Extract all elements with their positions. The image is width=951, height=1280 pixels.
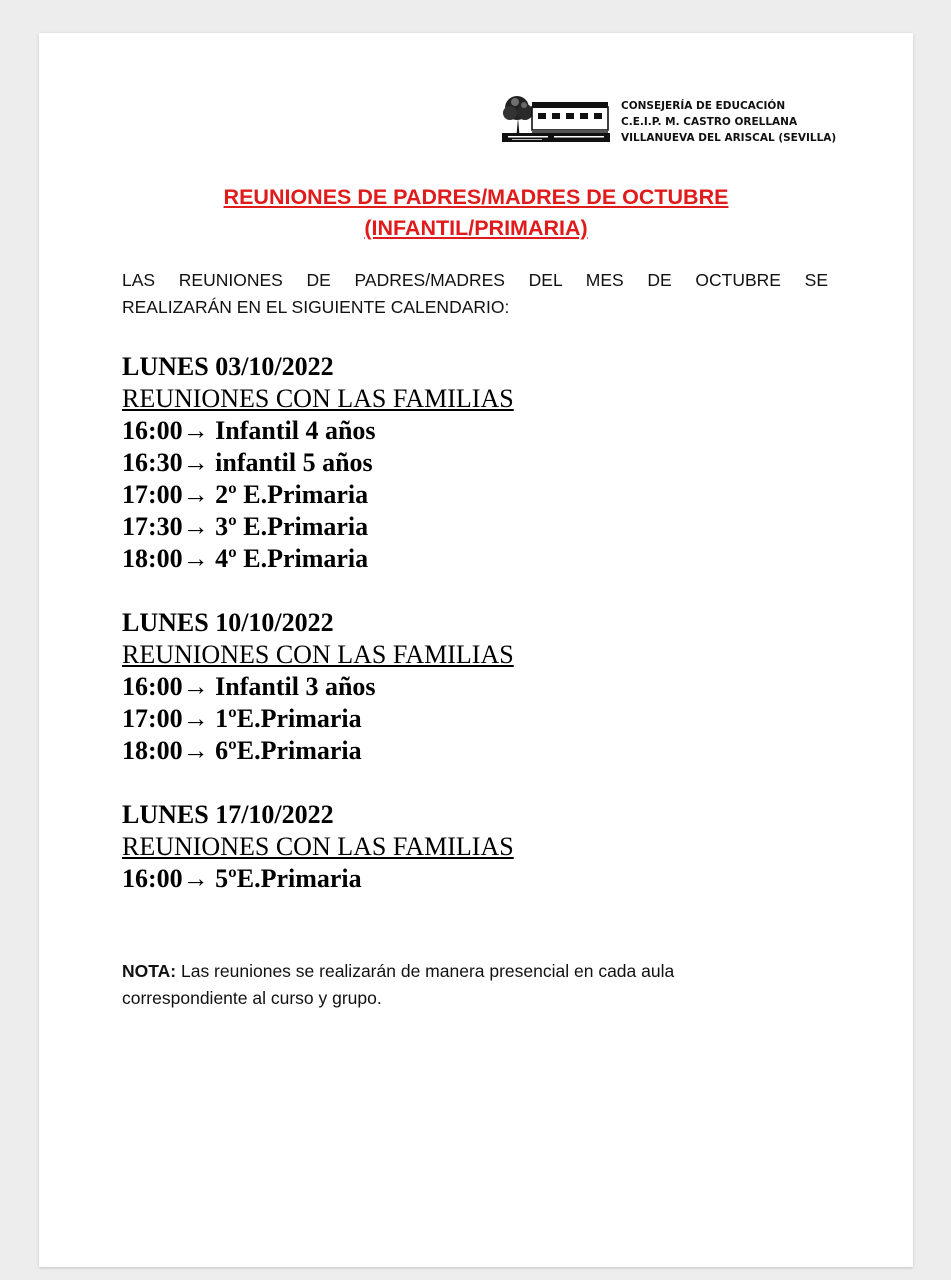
day-subtitle: REUNIONES CON LAS FAMILIAS bbox=[122, 384, 514, 413]
intro-paragraph bbox=[122, 267, 828, 321]
note-label: NOTA: bbox=[122, 961, 177, 981]
schedule-day bbox=[122, 799, 822, 895]
time-slot: 18:00→ 6ºE.Primaria bbox=[122, 736, 362, 765]
document-title bbox=[39, 182, 913, 244]
schedule-day bbox=[122, 607, 822, 767]
intro-line: LAS REUNIONES DE PADRES/MADRES DEL MES DE OCTUBRE SE bbox=[122, 270, 828, 290]
time-slot: 18:00→ 4º E.Primaria bbox=[122, 544, 369, 573]
letterhead-line: CONSEJERÍA DE EDUCACIÓN bbox=[621, 100, 786, 112]
day-date: LUNES 03/10/2022 bbox=[122, 352, 334, 381]
title-line: (INFANTIL/PRIMARIA) bbox=[364, 216, 588, 240]
note-paragraph bbox=[122, 958, 822, 1012]
note-text: correspondiente al curso y grupo. bbox=[122, 988, 382, 1008]
letterhead bbox=[502, 94, 842, 144]
letterhead-text bbox=[621, 98, 836, 146]
day-date: LUNES 17/10/2022 bbox=[122, 800, 334, 829]
time-slot: 17:00→ 1ºE.Primaria bbox=[122, 704, 362, 733]
document-page bbox=[39, 33, 913, 1267]
time-slot: 17:00→ 2º E.Primaria bbox=[122, 480, 369, 509]
letterhead-line: C.E.I.P. M. CASTRO ORELLANA bbox=[621, 116, 798, 128]
meeting-schedule bbox=[122, 351, 822, 927]
time-slot: 17:30→ 3º E.Primaria bbox=[122, 512, 369, 541]
title-line: REUNIONES DE PADRES/MADRES DE OCTUBRE bbox=[223, 185, 729, 209]
note-text: Las reuniones se realizarán de manera presencial en cada aula bbox=[180, 961, 675, 981]
time-slot: 16:00→ 5ºE.Primaria bbox=[122, 864, 362, 893]
day-subtitle: REUNIONES CON LAS FAMILIAS bbox=[122, 832, 514, 861]
day-subtitle: REUNIONES CON LAS FAMILIAS bbox=[122, 640, 514, 669]
time-slot: 16:00→ Infantil 4 años bbox=[122, 416, 376, 445]
school-logo bbox=[502, 94, 610, 142]
schedule-day bbox=[122, 351, 822, 575]
time-slot: 16:30→ infantil 5 años bbox=[122, 448, 373, 477]
intro-line: REALIZARÁN EN EL SIGUIENTE CALENDARIO: bbox=[122, 297, 510, 317]
time-slot: 16:00→ Infantil 3 años bbox=[122, 672, 376, 701]
letterhead-line: VILLANUEVA DEL ARISCAL (SEVILLA) bbox=[621, 132, 837, 144]
day-date: LUNES 10/10/2022 bbox=[122, 608, 334, 637]
